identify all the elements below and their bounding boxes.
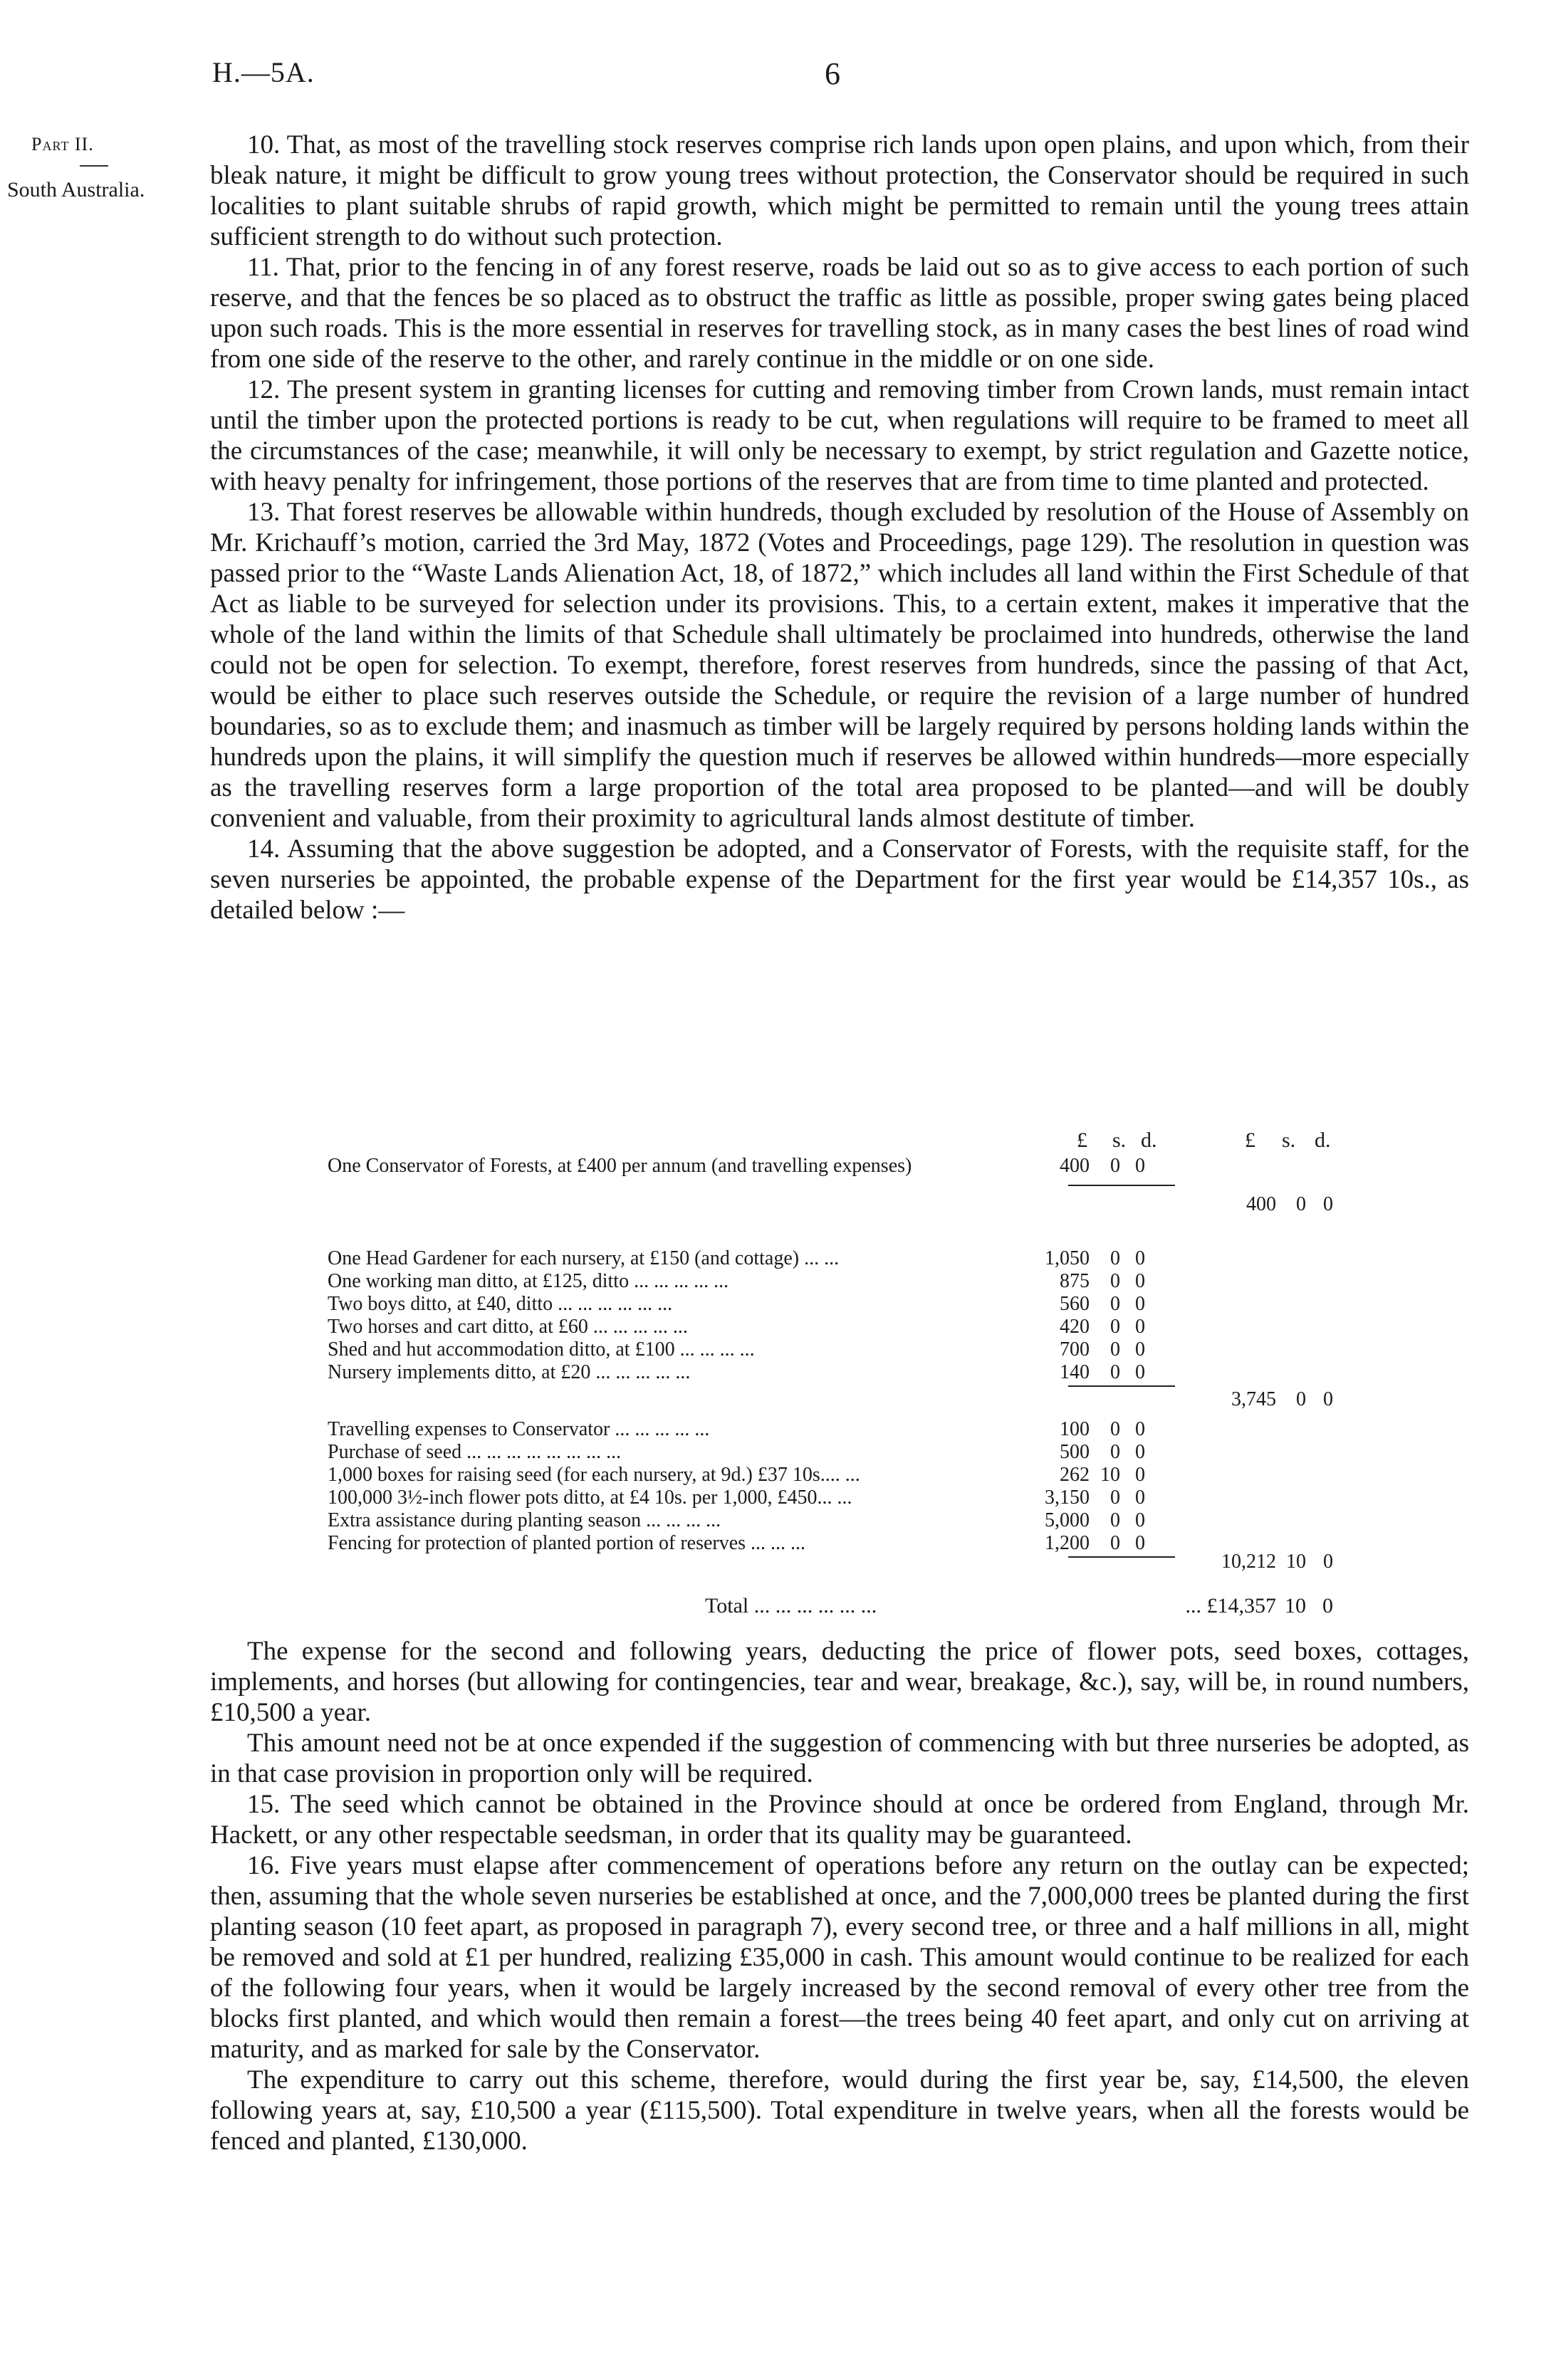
row-pence: 0: [1135, 1464, 1145, 1486]
row-pence: 0: [1135, 1361, 1145, 1383]
margin-region-label: South Australia.: [7, 178, 145, 201]
row-pence: 0: [1135, 1487, 1145, 1509]
paragraph-10: 10. That, as most of the travelling stock reserves comprise rich lands upon open plains, and upon which, from their bleak nature, it might be difficult to grow young trees without protection, the Conservator should be required in such localities to plant suitable shrubs of rapid growth, which might be permitted to remain until the young trees attain sufficient strength to do without such protection.: [210, 130, 1469, 251]
paragraph-11: 11. That, prior to the fencing in of any forest reserve, roads be laid out so as to give access to each portion of such reserve, and that the fences be so placed as to obstruct the traffic as little as possible, proper swing gates being placed upon such roads. This is the more essential in reserves for travelling stock, as in many cases the best lines of road wind from one side of the reserve to the other, and rarely continue in the middle or on one side.: [210, 253, 1469, 374]
table-row: Purchase of seed ... ... ... ... ... ... ... ...: [328, 1441, 622, 1463]
row-pounds: 262: [1060, 1464, 1090, 1486]
row-shillings: 0: [1110, 1361, 1120, 1383]
row-pence: 0: [1135, 1441, 1145, 1463]
document-reference: H.—5A.: [212, 56, 315, 88]
margin-rule: [80, 165, 108, 167]
table-row: Two boys ditto, at £40, ditto ... ... ... ... ... ...: [328, 1293, 673, 1315]
row-pounds: 1,050: [1045, 1247, 1090, 1269]
subtotal-pounds: 10,212: [1221, 1551, 1276, 1573]
paragraph-15: 15. The seed which cannot be obtained in the Province should at once be ordered from England, through Mr. Hackett, or any other respectable seedsman, in order that its quality may be guaranteed.: [210, 1790, 1469, 1850]
row-pounds: 875: [1060, 1270, 1090, 1292]
total-pounds: ... £14,357: [1185, 1594, 1276, 1618]
subtotal-pence: 0: [1323, 1551, 1333, 1573]
total-label: Total ... ... ... ... ... ...: [705, 1594, 877, 1618]
row-pounds: 100: [1060, 1418, 1090, 1440]
row-pence: 0: [1135, 1270, 1145, 1292]
table-row: [328, 1155, 912, 1178]
table-row: 100,000 3½-inch flower pots ditto, at £4 10s. per 1,000, £450... ...: [328, 1487, 852, 1509]
row-pounds: 3,150: [1045, 1487, 1090, 1509]
row-shillings: 0: [1110, 1155, 1120, 1177]
row-pence: 0: [1135, 1155, 1145, 1177]
row-shillings: 0: [1110, 1441, 1120, 1463]
paragraph-second-year-expense: The expense for the second and following years, deducting the price of flower pots, seed boxes, cottages, implements, and horses (but allowing for contingencies, tear and wear, breakage, &c.), say, will be, in round numbers, £10,500 a year.: [210, 1637, 1469, 1727]
table-row: One Head Gardener for each nursery, at £150 (and cottage) ... ...: [328, 1247, 840, 1269]
table-row: Fencing for protection of planted portion of reserves ... ... ...: [328, 1532, 806, 1554]
row-pounds: 500: [1060, 1441, 1090, 1463]
table-row: Nursery implements ditto, at £20 ... ... ... ... ...: [328, 1361, 691, 1383]
row-pounds: 420: [1060, 1316, 1090, 1338]
row-shillings: 0: [1110, 1338, 1120, 1361]
paragraph-16: 16. Five years must elapse after commencement of operations before any return on the outlay can be expected; then, assuming that the whole seven nurseries be established at once, and the 7,000,000 trees be planted during the first planting season (10 feet apart, as proposed in paragraph 7), every second tree, or three and a half millions in all, might be removed and sold at £1 per hundred, realizing £35,000 in cash. This amount would continue to be realized for each of the following four years, when it would be largely increased by the second removal of every other tree from the blocks first planted, and which would then remain a forest—the trees being 40 feet apart, and only cut on arriving at maturity, and as marked for sale by the Conservator.: [210, 1851, 1469, 2064]
page-number: 6: [825, 56, 840, 91]
row-shillings: 0: [1110, 1293, 1120, 1315]
paragraph-total-expenditure: The expenditure to carry out this scheme, therefore, would during the first year be, say, £14,500, the eleven following years at, say, £10,500 a year (£115,500). Total expenditure in twelve years, when all the forests would be fenced and planted, £130,000.: [210, 2065, 1469, 2156]
header-shillings-1: s.: [1112, 1128, 1127, 1152]
header-pounds-1: £: [1077, 1128, 1087, 1152]
row-pounds: 560: [1060, 1293, 1090, 1315]
paragraph-three-nurseries: This amount need not be at once expended if the suggestion of commencing with but three nurseries be adopted, as in that case provision in proportion only will be required.: [210, 1729, 1469, 1788]
subtotal-pence: 0: [1323, 1388, 1333, 1410]
row-pounds: 700: [1060, 1338, 1090, 1361]
table-row: Two horses and cart ditto, at £60 ... ... ... ... ...: [328, 1316, 688, 1338]
row-label: One Conservator of Forests, at £400 per annum (and travelling expenses): [328, 1155, 912, 1177]
row-pence: 0: [1135, 1418, 1145, 1440]
row-pounds: 400: [1060, 1155, 1090, 1177]
margin-part-label: Part II.: [31, 134, 94, 154]
table-row: Extra assistance during planting season ... ... ... ...: [328, 1509, 721, 1531]
row-shillings: 0: [1110, 1487, 1120, 1509]
paragraph-14: 14. Assuming that the above suggestion be adopted, and a Conservator of Forests, with the requisite staff, for the seven nurseries be appointed, the probable expense of the Department for the first year would be £14,357 10s., as detailed below :—: [210, 834, 1469, 925]
subtotal-pence: 0: [1323, 1193, 1333, 1215]
row-pence: 0: [1135, 1247, 1145, 1269]
subtotal-shillings: 10: [1286, 1551, 1306, 1573]
row-pounds: 1,200: [1045, 1532, 1090, 1554]
subtotal-rule: [1068, 1185, 1175, 1186]
header-pence-2: d.: [1315, 1128, 1331, 1152]
body-text-upper: [210, 130, 1469, 926]
subtotal-pounds: 3,745: [1231, 1388, 1276, 1410]
table-row: One working man ditto, at £125, ditto ... ... ... ... ...: [328, 1270, 729, 1292]
header-shillings-2: s.: [1282, 1128, 1296, 1152]
row-shillings: 0: [1110, 1509, 1120, 1531]
subtotal-pounds: 400: [1246, 1193, 1276, 1215]
table-row: 1,000 boxes for raising seed (for each nursery, at 9d.) £37 10s.... ...: [328, 1464, 860, 1486]
header-pence-1: d.: [1141, 1128, 1157, 1152]
table-row: Shed and hut accommodation ditto, at £100 ... ... ... ...: [328, 1338, 755, 1361]
subtotal-rule: [1068, 1385, 1175, 1387]
row-shillings: 0: [1110, 1247, 1120, 1269]
subtotal-shillings: 0: [1296, 1193, 1306, 1215]
header-pounds-2: £: [1245, 1128, 1255, 1152]
total-shillings: 10: [1285, 1594, 1306, 1618]
row-pounds: 140: [1060, 1361, 1090, 1383]
row-pence: 0: [1135, 1509, 1145, 1531]
row-pence: 0: [1135, 1532, 1145, 1554]
subtotal-shillings: 0: [1296, 1388, 1306, 1410]
subtotal-rule: [1068, 1556, 1175, 1558]
row-pence: 0: [1135, 1316, 1145, 1338]
row-shillings: 0: [1110, 1418, 1120, 1440]
row-pounds: 5,000: [1045, 1509, 1090, 1531]
row-shillings: 0: [1110, 1270, 1120, 1292]
row-pence: 0: [1135, 1338, 1145, 1361]
row-shillings: 10: [1100, 1464, 1120, 1486]
paragraph-12: 12. The present system in granting licenses for cutting and removing timber from Crown lands, must remain intact until the timber upon the protected portions is ready to be cut, when regulations will require to be framed to meet all the circumstances of the case; meanwhile, it will only be necessary to exempt, by strict regulation and Gazette notice, with heavy penalty for infringement, those portions of the reserves that are from time to time planted and protected.: [210, 375, 1469, 496]
row-shillings: 0: [1110, 1532, 1120, 1554]
paragraph-13: 13. That forest reserves be allowable within hundreds, though excluded by resolution of the House of Assembly on Mr. Krichauff’s motion, carried the 3rd May, 1872 (Votes and Proceedings, page 129). The resolution in question was passed prior to the “Waste Lands Alienation Act, 18, of 1872,” which includes all land within the First Schedule of that Act as liable to be surveyed for selection under its provisions. This, to a certain extent, makes it imperative that the whole of the land within the limits of that Schedule shall ultimately be proclaimed into hundreds, otherwise the land could not be open for selection. To exempt, therefore, forest reserves from hundreds, since the passing of that Act, would be either to place such reserves outside the Schedule, or require the revision of a large number of hundred boundaries, so as to exclude them; and inasmuch as timber will be largely required by persons holding lands within the hundreds upon the plains, it will simplify the question much if reserves be allowed within hundreds—more especially as the travelling reserves form a large proportion of the total area proposed to be planted—and will be doubly convenient and valuable, from their proximity to agricultural lands almost destitute of timber.: [210, 498, 1469, 833]
table-row: Travelling expenses to Conservator ... ... ... ... ...: [328, 1418, 710, 1440]
body-text-lower: [210, 1636, 1469, 2156]
row-pence: 0: [1135, 1293, 1145, 1315]
total-pence: 0: [1322, 1594, 1333, 1618]
row-shillings: 0: [1110, 1316, 1120, 1338]
